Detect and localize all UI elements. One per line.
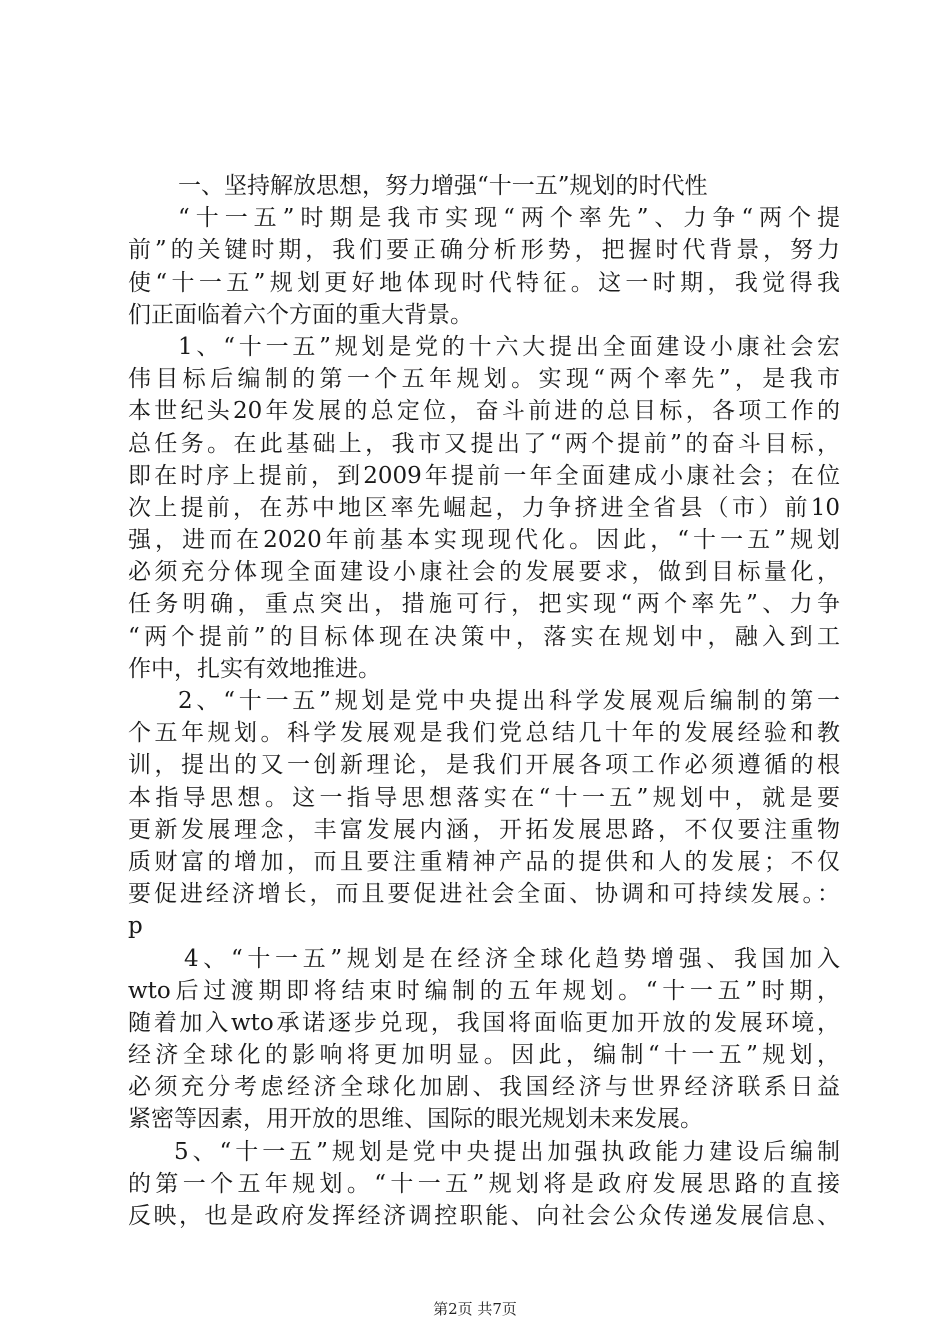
text-line: 必须充分考虑经济全球化加剧、我国经济与世界经济联系日益 (128, 1074, 840, 1101)
text-line: 要促进经济增长，而且要促进社会全面、协调和可持续发展。： (128, 881, 840, 908)
text-line: 反映，也是政府发挥经济调控职能、向社会公众传递发展信息、 (128, 1203, 840, 1229)
text-line: 即在时序上提前，到2009年提前一年全面建成小康社会；在位 (128, 462, 840, 489)
section-heading: 一、坚持解放思想，努力增强“十一五”规划的时代性 (178, 173, 708, 199)
text-line: p (128, 913, 143, 940)
text-line: 作中，扎实有效地推进。 (128, 655, 381, 682)
text-line: 个五年规划。科学发展观是我们党总结几十年的发展经验和教 (128, 720, 840, 747)
text-line: 4、“十一五”规划是在经济全球化趋势增强、我国加入 (184, 945, 840, 972)
text-line: “十一五”时期是我市实现“两个率先”、力争“两个提 (178, 205, 840, 232)
text-line: 5、“十一五”规划是党中央提出加强执政能力建设后编制 (174, 1138, 840, 1165)
text-line: 经济全球化的影响将更加明显。因此，编制“十一五”规划， (128, 1042, 840, 1069)
text-line: 使“十一五”规划更好地体现时代特征。这一时期，我觉得我 (128, 269, 840, 296)
text-line: 2、“十一五”规划是党中央提出科学发展观后编制的第一 (178, 688, 840, 714)
text-line: 更新发展理念，丰富发展内涵，开拓发展思路，不仅要注重物 (128, 816, 840, 843)
text-line: 本指导思想。这一指导思想落实在“十一五”规划中，就是要 (128, 784, 840, 811)
text-line: 本世纪头20年发展的总定位，奋斗前进的总目标，各项工作的 (128, 398, 840, 425)
text-line: wto后过渡期即将结束时编制的五年规划。“十一五”时期， (128, 977, 840, 1004)
text-line: 伟目标后编制的第一个五年规划。实现“两个率先”，是我市 (128, 366, 840, 393)
text-line: 随着加入wto承诺逐步兑现，我国将面临更加开放的发展环境， (128, 1009, 840, 1036)
text-line: 1、“十一五”规划是党的十六大提出全面建设小康社会宏 (178, 333, 840, 360)
text-line: 总任务。在此基础上，我市又提出了“两个提前”的奋斗目标， (128, 430, 840, 457)
document-body (128, 170, 840, 1232)
text-line: 次上提前，在苏中地区率先崛起，力争挤进全省县（市）前10 (128, 494, 840, 521)
text-line: 训，提出的又一创新理论，是我们开展各项工作必须遵循的根 (128, 752, 840, 779)
text-line: 前”的关键时期，我们要正确分析形势，把握时代背景，努力 (128, 237, 840, 264)
page-footer: 第2页 共7页 (433, 1300, 517, 1318)
text-line: 必须充分体现全面建设小康社会的发展要求，做到目标量化， (128, 559, 840, 586)
text-line: 质财富的增加，而且要注重精神产品的提供和人的发展；不仅 (128, 848, 840, 875)
text-line: 的第一个五年规划。“十一五”规划将是政府发展思路的直接 (128, 1170, 840, 1197)
text-line: 紧密等因素，用开放的思维、国际的眼光规划未来发展。 (128, 1106, 703, 1133)
text-line: 强，进而在2020年前基本实现现代化。因此，“十一五”规划 (128, 527, 840, 554)
text-line: 们正面临着六个方面的重大背景。 (128, 301, 473, 328)
text-line: “两个提前”的目标体现在决策中，落实在规划中，融入到工 (128, 623, 840, 650)
text-line: 任务明确，重点突出，措施可行，把实现“两个率先”、力争 (128, 591, 840, 618)
